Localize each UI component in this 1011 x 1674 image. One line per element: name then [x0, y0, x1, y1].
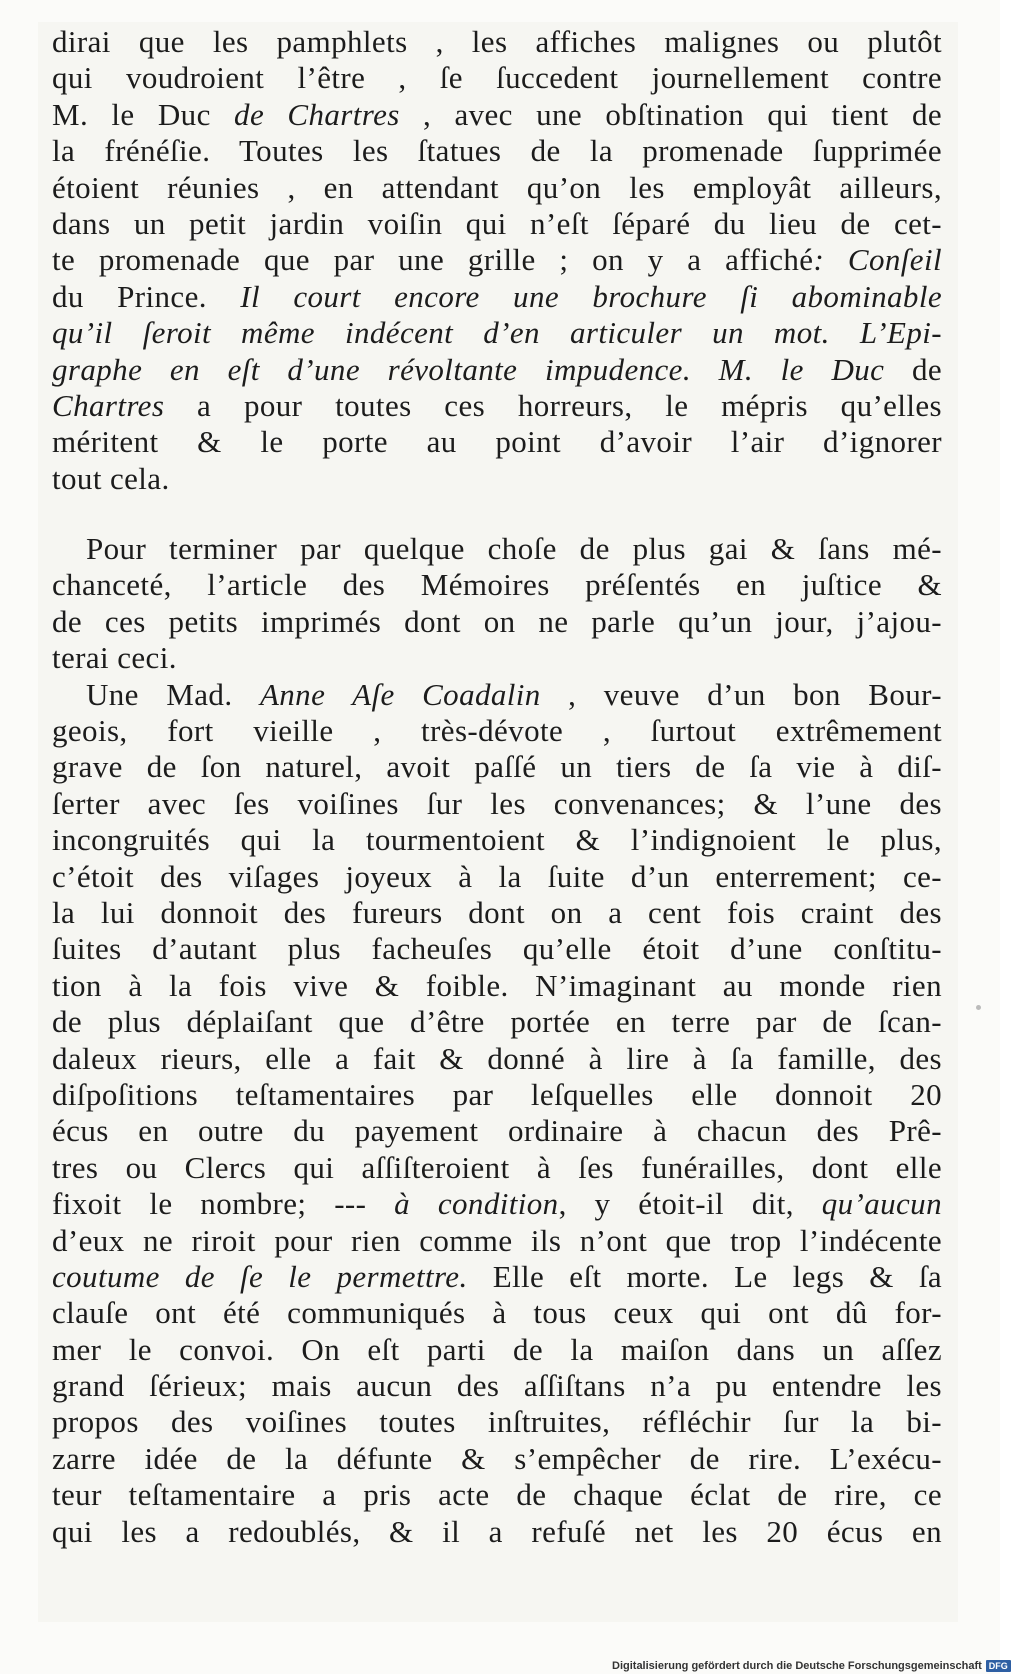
text-line: grand ſérieux; mais aucun des aſſiſtans n’a pu entendre les: [52, 1368, 942, 1404]
text-line: propos des voiſines toutes inſtruites, réfléchir ſur la bi-: [52, 1404, 942, 1440]
body-text: [52, 24, 942, 1550]
text-line: mer le convoi. On eſt parti de la maiſon dans un aſſez: [52, 1331, 942, 1367]
text-line: du Prince. Il court encore une brochure ſi abominable: [52, 278, 943, 314]
text-line: fixoit le nombre; --- à condition, y étoit-il dit, qu’aucun: [52, 1186, 942, 1222]
footer-text: Digitalisierung gefördert durch die Deutsche Forschungsgemeinschaft: [612, 1660, 982, 1672]
text-line: clauſe ont été communiqués à tous ceux qui ont dû for-: [52, 1295, 942, 1331]
text-line: dirai que les pamphlets , les affiches malignes ou plutôt: [52, 24, 942, 59]
text-line: tion à la fois vive & foible. N’imaginant au monde rien: [52, 967, 942, 1003]
dfg-logo: DFG: [986, 1660, 1011, 1672]
text-line: ſerter avec ſes voiſines ſur les convenances; & l’une des: [52, 785, 942, 821]
text-line: qui les a redoublés, & il a refuſé net les 20 écus en: [52, 1513, 942, 1549]
text-line: qui voudroient l’être , ſe ſuccedent journellement contre: [52, 60, 942, 96]
text-line: terai ceci.: [52, 640, 177, 676]
text-line: daleux rieurs, elle a fait & donné à lire à ſa famille, des: [52, 1040, 942, 1076]
text-line: zarre idée de la défunte & s’empêcher de rire. L’exécu-: [52, 1440, 942, 1476]
scan-speck: [976, 1005, 981, 1010]
text-line: la lui donnoit des fureurs dont on a cent fois craint des: [52, 894, 942, 930]
text-line: étoient réunies , en attendant qu’on les employât ailleurs,: [52, 169, 942, 205]
text-line: ſuites d’autant plus facheuſes qu’elle étoit d’une conſtitu-: [52, 931, 942, 967]
text-line: coutume de ſe le permettre. Elle eſt morte. Le legs & ſa: [52, 1258, 942, 1294]
text-line: de plus déplaiſant que d’être portée en terre par de ſcan-: [52, 1004, 942, 1040]
text-line: Chartres a pour toutes ces horreurs, le mépris qu’elles: [52, 387, 942, 423]
text-line: incongruités qui la tourmentoient & l’indignoient le plus,: [52, 822, 942, 858]
text-line: grave de ſon naturel, avoit paſſé un tiers de ſa vie à diſ-: [52, 749, 942, 785]
text-line: chanceté, l’article des Mémoires préſentés en juſtice &: [52, 567, 942, 603]
text-line: dans un petit jardin voiſin qui n’eſt ſéparé du lieu de cet-: [52, 205, 942, 241]
text-line: geois, fort vieille , très-dévote , ſurtout extrêmement: [52, 713, 942, 749]
text-line: c’étoit des viſages joyeux à la ſuite d’un enterrement; ce-: [52, 858, 942, 894]
text-line: Pour terminer par quelque choſe de plus gai & ſans mé-: [86, 531, 942, 567]
digitization-footer: [612, 1658, 1008, 1674]
text-line: la frénéſie. Toutes les ſtatues de la promenade ſupprimée: [52, 133, 942, 169]
text-line: M. le Duc de Chartres , avec une obſtination qui tient de: [52, 96, 942, 132]
paragraph-gap: [52, 497, 942, 531]
text-line: diſpoſitions teſtamentaires par leſquelles elle donnoit 20: [52, 1076, 942, 1112]
text-line: qu’il ſeroit même indécent d’en articuler un mot. L’Epi-: [52, 315, 942, 351]
text-line: tres ou Clercs qui aſſiſteroient à ſes funérailles, dont elle: [52, 1149, 942, 1185]
text-line: graphe en eſt d’une révoltante impudence. M. le Duc de: [52, 351, 942, 387]
text-line: teur teſtamentaire a pris acte de chaque éclat de rire, ce: [52, 1477, 942, 1513]
text-line: Une Mad. Anne Aſe Coadalin , veuve d’un bon Bour-: [86, 676, 942, 712]
text-line: méritent & le porte au point d’avoir l’air d’ignorer: [52, 424, 942, 460]
text-line: de ces petits imprimés dont on ne parle qu’un jour, j’ajou-: [52, 603, 942, 639]
text-line: écus en outre du payement ordinaire à chacun des Prê-: [52, 1113, 942, 1149]
text-line: te promenade que par une grille ; on y a affiché: Conſeil: [52, 242, 942, 278]
text-line: d’eux ne riroit pour rien comme ils n’ont que trop l’indécente: [52, 1222, 942, 1258]
text-line: tout cela.: [52, 460, 170, 496]
